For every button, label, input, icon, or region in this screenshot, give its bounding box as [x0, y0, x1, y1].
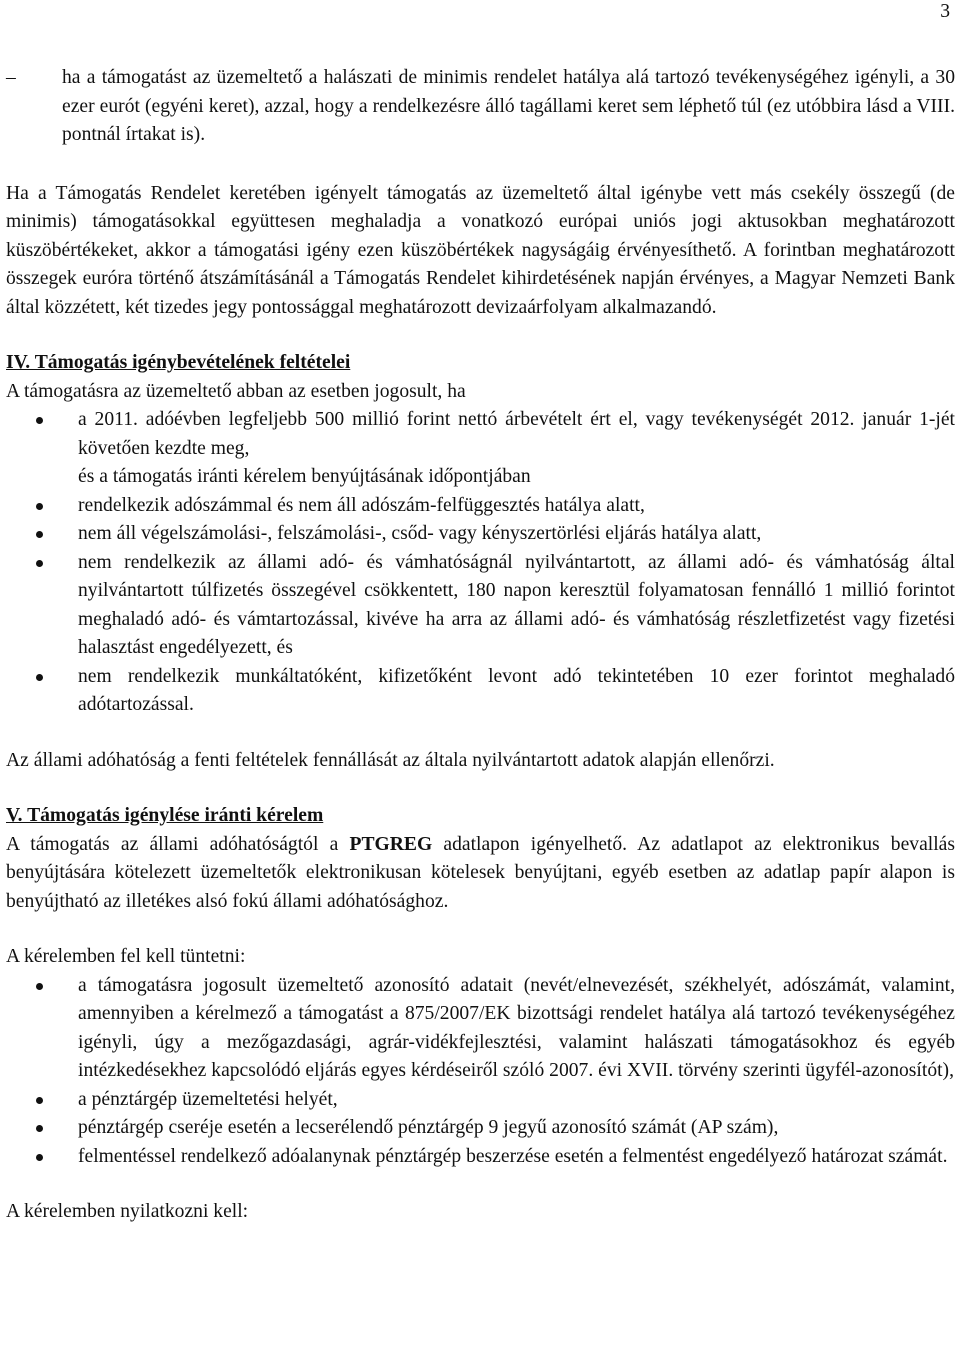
list-item-text: rendelkezik adószámmal és nem áll adószám-felfüggesztés hatálya alatt,: [78, 494, 645, 516]
list-item: [6, 492, 955, 521]
page-number: 3: [940, 1, 950, 22]
list-item-text: a támogatásra jogosult üzemeltető azonosító adatait (nevét/elnevezését, székhelyét, adószámát, valamint, amennyiben a kérelmező a támogatást a 875/2007/EK bizottsági rendelet hatálya alá tartozó tevékenységéhez igényli, úgy a mezőgazdasági, agrár-vidékfejlesztési, valamint halászati támogatásokhoz és egyéb intézkedésekhez kapcsolódó eljárás egyes kérdéseiről szóló 2007. évi XVII. törvény szerinti ügyfél-azonosítót),: [78, 974, 955, 1081]
list-item-text: nem rendelkezik az állami adó- és vámhatóságnál nyilvántartott, az állami adó- és vámhatóság által nyilvántartott túlfizetés összegével csökkentett, 180 napon keresztül folyamatosan fennálló 1 millió forintot meghaladó adó- és vámtartozással, kivéve ha arra az állami adó- és vámhatóság részletfizetést vagy fizetési halasztást engedélyezett, és: [78, 551, 955, 658]
bullet-icon: [36, 531, 43, 538]
conditions-list-first: [6, 406, 955, 463]
bullet-icon: [36, 1125, 43, 1132]
list-item: [6, 972, 955, 1086]
bullet-icon: [36, 1154, 43, 1161]
list-item-text: a 2011. adóévben legfeljebb 500 millió forint nettó árbevételt ért el, vagy tevékenységét 2012. január 1-jét követően kezdte meg,: [78, 409, 955, 459]
list-item-text: a pénztárgép üzemeltetési helyét,: [78, 1088, 338, 1110]
section-iv-intro: A támogatásra az üzemeltető abban az esetben jogosult, ha: [6, 380, 466, 402]
dash-bullet: –: [6, 67, 16, 88]
section-iv-closing: Az állami adóhatóság a fenti feltételek fennállását az általa nyilvántartott adatok alapján ellenőrzi.: [6, 749, 775, 771]
dash-list-item: [6, 64, 955, 150]
section-v-text-before: A támogatás az állami adóhatóságtól a: [6, 833, 350, 855]
list-item-text: nem rendelkezik munkáltatóként, kifizetőként levont adó tekintetében 10 ezer forintot meghaladó adótartozással.: [78, 665, 955, 715]
bullet-icon: [36, 417, 43, 424]
bullet-icon: [36, 560, 43, 567]
section-heading-v: V. Támogatás igénylése iránti kérelem: [6, 805, 324, 826]
list-item-text: nem áll végelszámolási-, felszámolási-, csőd- vagy kényszertörlési eljárás hatálya alatt,: [78, 523, 762, 544]
required-fields-intro: A kérelemben fel kell tüntetni:: [6, 946, 246, 967]
list-item: [6, 549, 955, 663]
dash-item-text: ha a támogatást az üzemeltető a halászati de minimis rendelet hatálya alá tartozó tevékenységéhez igényli, a 30 ezer eurót (egyéni keret), azzal, hogy a rendelkezésre álló tagállami keret sem léphető túl (ez utóbbira lásd a VIII. pontnál írtakat is).: [62, 67, 955, 145]
required-fields-list: [6, 972, 955, 1172]
section-v-text-after: adatlapon igényelhető. Az adatlapot az elektronikus bevallás benyújtására kötelezett üzemeltetők elektronikusan kötelesek benyújtani, egyéb esetben az adatlap papír alapon is benyújtható az illetékes alsó fokú állami adóhatósághoz.: [6, 833, 955, 912]
conditions-connector: és a támogatás iránti kérelem benyújtásának időpontjában: [78, 466, 531, 487]
list-item: [6, 1114, 955, 1143]
list-item-text: felmentéssel rendelkező adóalanynak pénztárgép beszerzése esetén a felmentést engedélyező határozat számát.: [78, 1145, 948, 1167]
form-code: PTGREG: [349, 833, 433, 855]
declarations-intro: A kérelemben nyilatkozni kell:: [6, 1201, 249, 1222]
bullet-icon: [36, 503, 43, 510]
conditions-list: [6, 492, 955, 720]
list-item: [6, 1086, 955, 1115]
list-item: [6, 1143, 955, 1172]
list-item-text: pénztárgép cseréje esetén a lecserélendő pénztárgép 9 jegyű azonosító számát (AP szám),: [78, 1117, 779, 1138]
bullet-icon: [36, 674, 43, 681]
list-item: [6, 406, 955, 463]
bullet-icon: [36, 1097, 43, 1104]
list-item: [6, 663, 955, 720]
section-heading-iv: IV. Támogatás igénybevételének feltételei: [6, 352, 351, 373]
paragraph-threshold: Ha a Támogatás Rendelet keretében igényelt támogatás az üzemeltető által igénybe vett más csekély összegű (de minimis) támogatásokkal együttesen meghaladja a vonatkozó európai uniós jogi aktusokban meghatározott küszöbértékeket, akkor a támogatási igény ezen küszöbértékek nagyságáig érvényesíthető. A forintban meghatározott összegek euróra történő átszámításánál a Támogatás Rendelet kihirdetésének napján érvényes, a Magyar Nemzeti Bank által közzétett, két tizedes jegy pontossággal meghatározott devizaárfolyam alkalmazandó.: [6, 182, 955, 318]
list-item: [6, 520, 955, 549]
section-v-paragraph: [6, 831, 955, 917]
bullet-icon: [36, 983, 43, 990]
document-body: [6, 64, 955, 1227]
